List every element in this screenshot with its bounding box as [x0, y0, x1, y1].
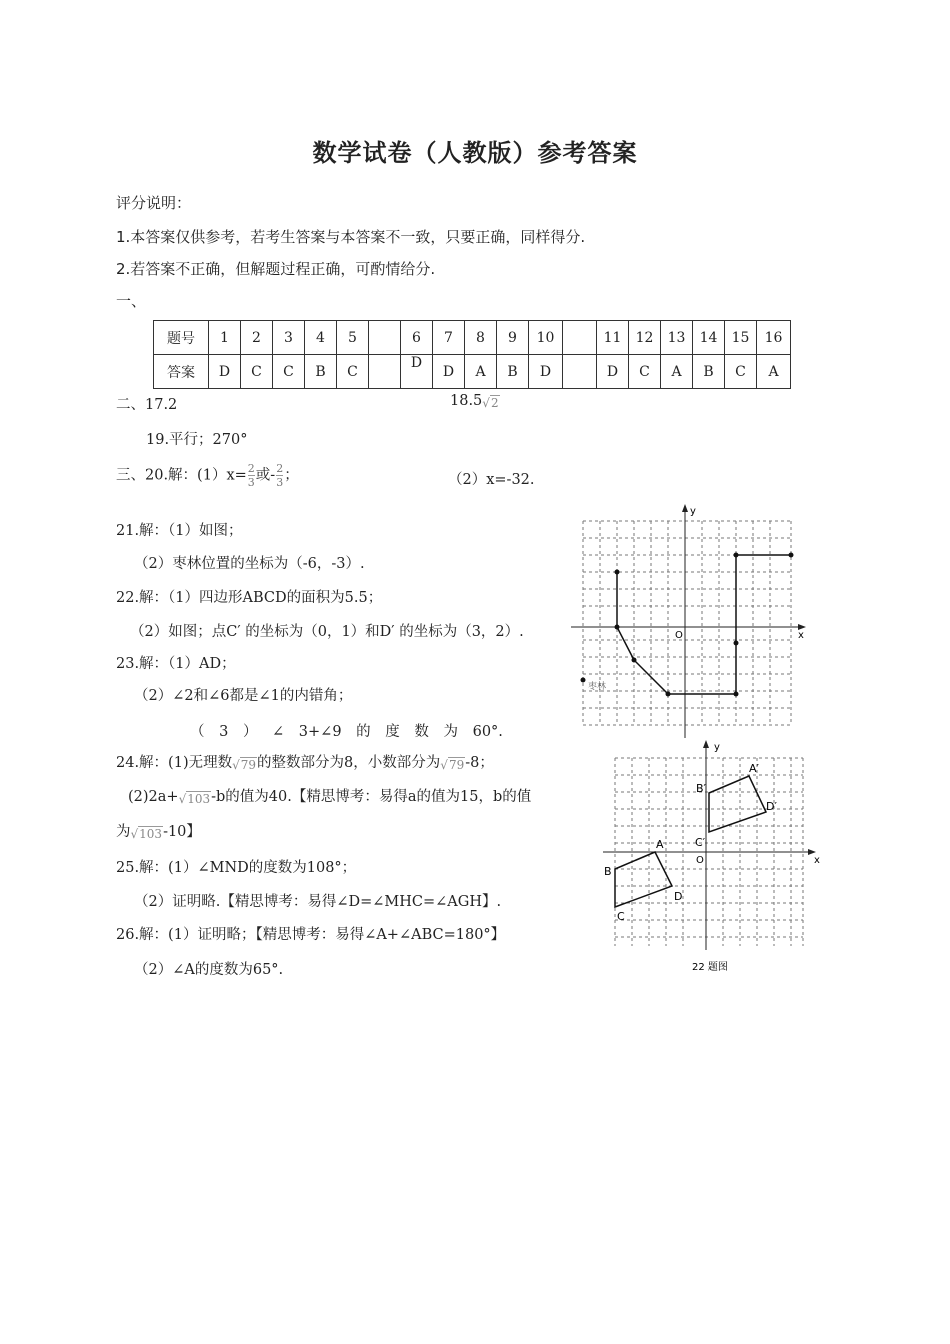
q24-text: 的整数部分为8，小数部分为 [257, 755, 441, 771]
table-cell-empty [369, 321, 401, 355]
note-2: 2.若答案不正确，但解题过程正确，可酌情给分. [116, 260, 436, 278]
label-c: C [617, 910, 625, 923]
y-axis-label: y [690, 506, 696, 517]
table-cell: C [725, 355, 757, 389]
fraction-num: 2 [276, 462, 284, 475]
q18-prefix: 18.5 [450, 393, 483, 409]
q20-mid: 或- [255, 467, 276, 484]
table-cell: 15 [725, 321, 757, 355]
table-cell: 1 [209, 321, 241, 355]
table-cell-empty [563, 321, 597, 355]
sqrt-radicand: 79 [240, 758, 257, 772]
sqrt-radicand: 103 [187, 792, 211, 806]
table-row [154, 355, 791, 389]
answer-table [153, 320, 791, 389]
q23-line1: 23.解：（1）AD； [116, 656, 236, 672]
fraction [248, 462, 255, 489]
q20-end: ； [284, 467, 299, 484]
table-cell: 3 [273, 321, 305, 355]
table-cell: C [337, 355, 369, 389]
figure-caption: 22 题图 [692, 962, 728, 973]
sqrt-radicand: 2 [490, 396, 499, 410]
table-cell: D [209, 355, 241, 389]
table-cell: 9 [497, 321, 529, 355]
place-label: 枣林 [588, 682, 607, 692]
page-title: 数学试卷（人教版）参考答案 [312, 139, 638, 167]
table-cell: D [433, 355, 465, 389]
q23-line3: （ 3 ） ∠ 3+∠9 的 度 数 为 60°. [190, 724, 503, 740]
table-cell: A [757, 355, 791, 389]
note-1: 1.本答案仅供参考，若考生答案与本答案不一致，只要正确，同样得分. [116, 228, 586, 246]
fraction-den: 3 [276, 476, 284, 489]
q24-text: (2)2a+ [128, 789, 179, 805]
quadrilateral-abcd [615, 852, 672, 907]
figure-22-grid [598, 736, 828, 976]
table-cell: 5 [337, 321, 369, 355]
table-cell: 2 [241, 321, 273, 355]
notes-heading: 评分说明： [116, 194, 192, 212]
q24-line1 [116, 751, 494, 772]
table-cell: 16 [757, 321, 791, 355]
table-cell: 7 [433, 321, 465, 355]
q22-line1: 22.解：（1）四边形ABCD的面积为5.5； [116, 590, 383, 606]
table-cell: A [465, 355, 497, 389]
q25-line1: 25.解：(1）∠MND的度数为108°； [116, 860, 357, 876]
q24-text: -8； [465, 755, 494, 771]
sqrt-symbol: √103 [178, 792, 211, 806]
header-label: 题号 [154, 321, 209, 355]
origin-label: O [696, 855, 704, 866]
q24-text: 24.解：(1)无理数 [116, 755, 233, 771]
table-cell: B [693, 355, 725, 389]
y-axis-label: y [714, 742, 720, 753]
y-axis-arrow [682, 504, 688, 512]
label-d-prime: D′ [766, 800, 777, 813]
table-cell-empty [369, 355, 401, 389]
q24-text: -10】 [163, 824, 201, 840]
q21-line2: （2）枣林位置的坐标为（-6，-3）. [134, 556, 365, 572]
table-cell: 13 [661, 321, 693, 355]
q19: 19.平行；270° [146, 432, 248, 448]
figure-21-grid [566, 500, 816, 740]
path-right [736, 555, 791, 694]
q26-line2: （2）∠A的度数为65°. [134, 962, 284, 978]
q20-part1 [116, 462, 299, 489]
q20-part2: （2）x=-32. [448, 472, 535, 488]
q23-line2: （2）∠2和∠6都是∠1的内错角； [134, 688, 353, 704]
table-cell: D [529, 355, 563, 389]
table-cell: 12 [629, 321, 661, 355]
table-cell-empty [563, 355, 597, 389]
table-cell: D [597, 355, 629, 389]
q26-line1: 26.解：(1）证明略；【精思博考：易得∠A+∠ABC=180°】 [116, 927, 506, 943]
table-cell: C [629, 355, 661, 389]
sqrt-symbol: √2 [482, 396, 499, 410]
x-axis-label: x [798, 630, 804, 641]
q24-line3 [116, 820, 201, 841]
sqrt-radicand: 103 [139, 827, 163, 841]
table-cell: 6 [401, 321, 433, 355]
q17: 二、17.2 [116, 397, 178, 413]
table-cell: D [401, 355, 433, 389]
table-cell: 10 [529, 321, 563, 355]
sqrt-symbol: √79 [440, 758, 465, 772]
table-cell: B [305, 355, 337, 389]
table-cell: C [273, 355, 305, 389]
sqrt-symbol: √79 [232, 758, 257, 772]
table-cell: 4 [305, 321, 337, 355]
x-axis-label: x [814, 855, 820, 866]
q24-line2 [128, 785, 531, 806]
label-a: A [656, 838, 664, 851]
answer-label: 答案 [154, 355, 209, 389]
path-points [581, 553, 794, 697]
y-axis-arrow [703, 740, 709, 748]
sqrt-symbol: √103 [130, 827, 163, 841]
fraction-den: 3 [247, 476, 255, 489]
q20-prefix: 三、20.解：(1）x= [116, 467, 247, 484]
label-d: D [674, 890, 683, 903]
label-c-prime: C′ [695, 836, 706, 849]
q24-text: -b的值为40.【精思博考：易得a的值为15，b的值 [211, 789, 532, 805]
origin-label: O [675, 630, 683, 641]
section-1-label: 一、 [116, 292, 147, 310]
q21-line1: 21.解：（1）如图； [116, 523, 243, 539]
sqrt-radicand: 79 [448, 758, 465, 772]
table-cell: 8 [465, 321, 497, 355]
q22-line2: （2）如图；点C′ 的坐标为（0，1）和D′ 的坐标为（3，2）. [130, 624, 524, 640]
table-cell: C [241, 355, 273, 389]
label-b: B [604, 865, 612, 878]
q25-line2: （2）证明略.【精思博考：易得∠D=∠MHC=∠AGH】. [134, 894, 502, 910]
table-row [154, 321, 791, 355]
label-b-prime: B′ [696, 782, 707, 795]
table-cell: 14 [693, 321, 725, 355]
fraction-num: 2 [247, 462, 255, 475]
q24-text: 为 [116, 824, 131, 840]
table-cell: 11 [597, 321, 629, 355]
label-a-prime: A′ [749, 762, 760, 775]
table-cell: B [497, 355, 529, 389]
fraction [276, 462, 283, 489]
table-cell: A [661, 355, 693, 389]
q18 [450, 393, 500, 410]
